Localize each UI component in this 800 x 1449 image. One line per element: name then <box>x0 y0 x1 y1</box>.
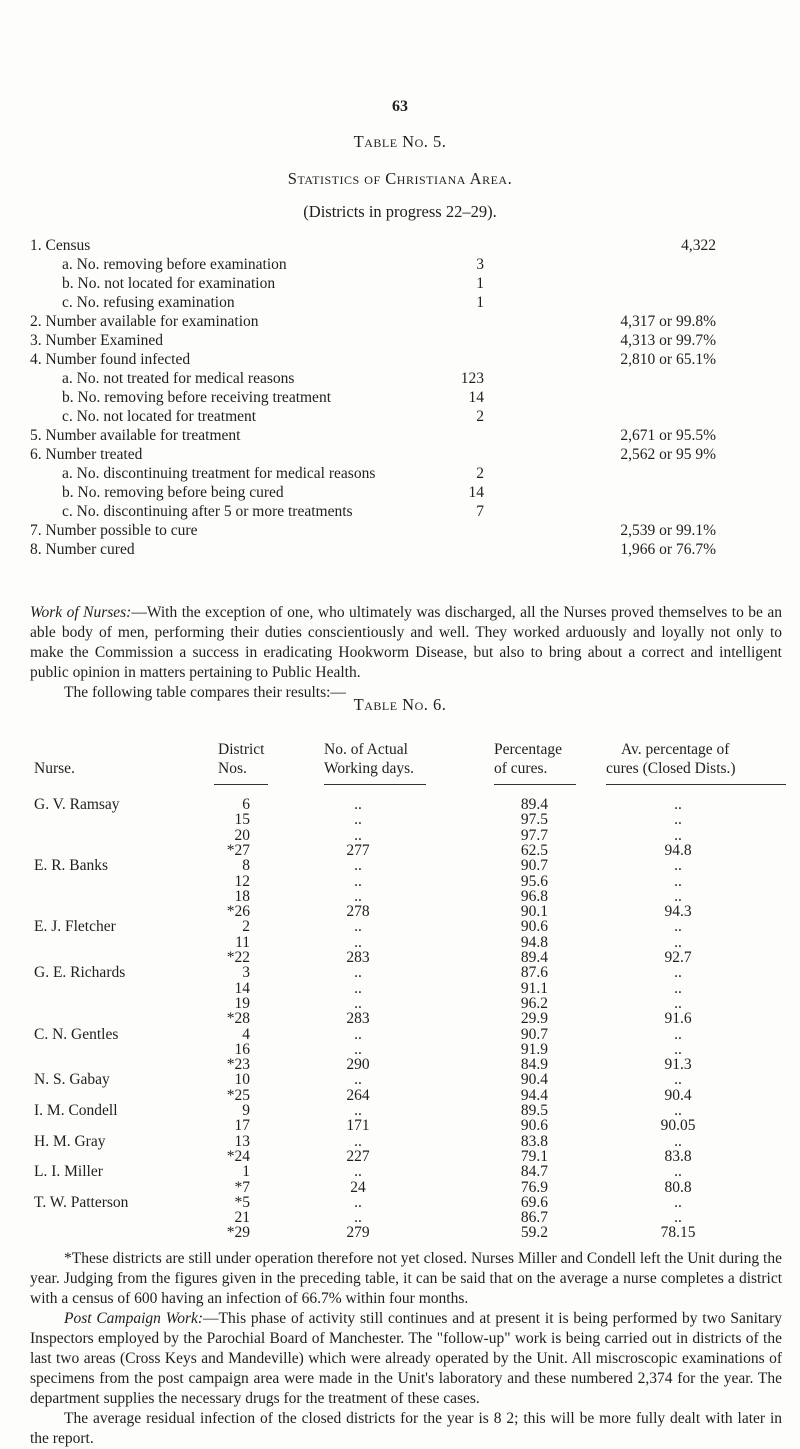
average-percentage: .. <box>674 964 682 982</box>
percentage-cures: 94.8 <box>520 933 548 951</box>
table5-row-subcount: 14 <box>468 389 484 406</box>
divider-average <box>606 784 786 785</box>
divider-district <box>214 784 268 785</box>
district-number: 6 <box>242 796 250 813</box>
working-days: .. <box>354 1132 362 1150</box>
working-days: .. <box>354 1025 362 1043</box>
average-percentage: .. <box>674 994 682 1012</box>
table5-row-subcount: 7 <box>476 503 484 520</box>
footnote-paragraph <box>30 1249 782 1449</box>
table5-row-total: 4,313 or 99.7% <box>620 332 716 349</box>
working-days: .. <box>354 1209 362 1227</box>
working-days: .. <box>354 1102 362 1119</box>
nurse-name: G. E. Richards <box>34 964 126 982</box>
average-percentage: .. <box>674 979 682 997</box>
district-number: 20 <box>234 826 250 844</box>
header-percentage-line2: of cures. <box>494 760 548 777</box>
table5-row-total: 4,317 or 99.8% <box>620 313 716 330</box>
district-number: *25 <box>226 1086 250 1104</box>
header-average-line1: Av. percentage of <box>621 741 730 758</box>
percentage-cures: 84.7 <box>520 1163 548 1181</box>
district-number: 9 <box>242 1102 250 1119</box>
percentage-cures: 89.4 <box>520 796 548 813</box>
percentage-cures: 62.5 <box>520 841 548 859</box>
average-percentage: .. <box>674 811 682 829</box>
table5-row-label: 6. Number treated <box>30 446 143 463</box>
district-number: *23 <box>226 1056 250 1074</box>
table5-row-label: b. No. removing before being cured <box>62 484 284 501</box>
work-of-nurses-paragraph <box>30 603 782 703</box>
table5-row-label: 1. Census <box>30 237 91 254</box>
table5-row-subcount: 2 <box>476 465 484 482</box>
table5-row-label: 8. Number cured <box>30 541 135 558</box>
district-number: 21 <box>234 1209 250 1227</box>
average-percentage: .. <box>674 796 682 813</box>
average-percentage: .. <box>674 918 682 936</box>
working-days: .. <box>354 857 362 875</box>
table5-row-label: 5. Number available for treatment <box>30 427 241 444</box>
average-percentage: 90.4 <box>664 1086 692 1104</box>
average-percentage: 91.6 <box>664 1010 692 1028</box>
average-percentage: .. <box>674 1102 682 1119</box>
working-days: .. <box>354 918 362 936</box>
district-number: *28 <box>226 1010 250 1028</box>
working-days: 264 <box>346 1086 370 1104</box>
average-percentage: .. <box>674 1163 682 1181</box>
header-working-line1: No. of Actual <box>324 741 408 758</box>
working-days: .. <box>354 933 362 951</box>
percentage-cures: 96.8 <box>520 887 548 905</box>
table5-row-label: a. No. removing before examination <box>62 256 287 273</box>
table5-row-total: 4,322 <box>681 237 716 254</box>
average-percentage: .. <box>674 1132 682 1150</box>
average-percentage: 92.7 <box>664 949 692 966</box>
nurse-name: E. J. Fletcher <box>34 918 116 936</box>
district-number: 1 <box>242 1163 250 1181</box>
percentage-cures: 86.7 <box>520 1209 548 1227</box>
header-district-line2: Nos. <box>218 760 247 777</box>
table5-row-label: b. No. not located for examination <box>62 275 276 292</box>
percentage-cures: 90.6 <box>520 1117 548 1135</box>
nurse-name: E. R. Banks <box>34 857 109 875</box>
average-percentage: .. <box>674 1025 682 1043</box>
working-days: .. <box>354 964 362 982</box>
average-percentage: .. <box>674 1193 682 1211</box>
footnote-p3: The average residual infection of the closed districts for the year is 8 2; this will be more fully dealt with later in the report. <box>30 1410 782 1447</box>
percentage-cures: 97.5 <box>520 811 548 829</box>
district-number: 14 <box>234 979 250 997</box>
district-number: 11 <box>235 933 250 951</box>
percentage-cures: 96.2 <box>520 994 548 1012</box>
divider-working <box>324 784 426 785</box>
header-average-line2: cures (Closed Dists.) <box>606 760 736 777</box>
percentage-cures: 29.9 <box>520 1010 548 1028</box>
average-percentage: .. <box>674 826 682 844</box>
district-number: 13 <box>234 1132 250 1150</box>
average-percentage: .. <box>674 1040 682 1058</box>
divider-percentage <box>494 784 576 785</box>
working-days: .. <box>354 796 362 813</box>
working-days: .. <box>354 1071 362 1089</box>
working-days: .. <box>354 887 362 905</box>
district-number: 3 <box>242 964 250 982</box>
district-number: *22 <box>226 949 250 966</box>
working-days: .. <box>354 1040 362 1058</box>
district-number: *7 <box>234 1178 250 1196</box>
average-percentage: 83.8 <box>664 1147 692 1165</box>
average-percentage: .. <box>674 1071 682 1089</box>
percentage-cures: 79.1 <box>520 1147 548 1165</box>
table5-districts: (Districts in progress 22–29). <box>303 202 497 221</box>
table5-row-subcount: 3 <box>476 256 484 273</box>
district-number: 19 <box>234 994 250 1012</box>
district-number: 8 <box>242 857 250 875</box>
working-days: 278 <box>346 903 370 921</box>
percentage-cures: 95.6 <box>520 872 548 890</box>
district-number: *26 <box>226 903 250 921</box>
district-number: 12 <box>234 872 250 890</box>
working-days: 279 <box>346 1224 370 1242</box>
nurse-name: C. N. Gentles <box>34 1025 119 1043</box>
percentage-cures: 83.8 <box>520 1132 548 1150</box>
table5-row-label: b. No. removing before receiving treatment <box>62 389 331 406</box>
nurse-name: H. M. Gray <box>34 1132 106 1150</box>
percentage-cures: 90.7 <box>520 857 548 875</box>
header-nurse: Nurse. <box>34 760 75 777</box>
working-days: 290 <box>346 1056 370 1074</box>
working-days: .. <box>354 1163 362 1181</box>
average-percentage: .. <box>674 933 682 951</box>
working-days: .. <box>354 979 362 997</box>
percentage-cures: 59.2 <box>520 1224 548 1242</box>
footnote-p1: *These districts are still under operation therefore not yet closed. Nurses Miller and Condell left the Unit during the year. Judging from the figures given in the preceding table, it can be said that on the average a nurse completes a district with a census of 600 having an infection of 66.7% within four months. <box>30 1250 782 1307</box>
working-days: 283 <box>346 1010 370 1028</box>
average-percentage: 91.3 <box>664 1056 692 1074</box>
table5-row-subcount: 123 <box>460 370 484 387</box>
table5-row-label: 2. Number available for examination <box>30 313 259 330</box>
nurse-name: I. M. Condell <box>34 1102 118 1119</box>
table5-row-label: c. No. not located for treatment <box>62 408 257 425</box>
table5-row-total: 2,539 or 99.1% <box>620 522 716 539</box>
percentage-cures: 94.4 <box>520 1086 548 1104</box>
district-number: 2 <box>242 918 250 936</box>
nurse-name: N. S. Gabay <box>34 1071 110 1089</box>
percentage-cures: 90.6 <box>520 918 548 936</box>
district-number: *29 <box>226 1224 250 1242</box>
table5-row-label: a. No. discontinuing treatment for medical reasons <box>62 465 376 482</box>
percentage-cures: 91.9 <box>520 1040 548 1058</box>
table5-row-total: 2,562 or 95 9% <box>620 446 716 463</box>
table5-subtitle: Statistics of Christiana Area. <box>287 169 513 188</box>
percentage-cures: 89.4 <box>520 949 548 966</box>
percentage-cures: 91.1 <box>520 979 548 997</box>
header-working-line2: Working days. <box>324 760 415 777</box>
average-percentage: .. <box>674 887 682 905</box>
percentage-cures: 76.9 <box>520 1178 548 1196</box>
table5-title: Table No. 5. <box>353 132 447 151</box>
percentage-cures: 89.5 <box>520 1102 548 1119</box>
average-percentage: 78.15 <box>660 1224 696 1242</box>
work-of-nurses-heading: Work of Nurses: <box>30 604 132 621</box>
district-number: *5 <box>234 1193 250 1211</box>
district-number: 18 <box>234 887 250 905</box>
percentage-cures: 97.7 <box>520 826 548 844</box>
table6-title: Table No. 6. <box>353 695 447 714</box>
table5-row-label: a. No. not treated for medical reasons <box>62 370 295 387</box>
nurse-name: T. W. Patterson <box>34 1193 129 1211</box>
table5-row-total: 2,810 or 65.1% <box>620 351 716 368</box>
percentage-cures: 69.6 <box>520 1193 548 1211</box>
table5-row-subcount: 2 <box>476 408 484 425</box>
nurse-name: G. V. Ramsay <box>34 796 120 813</box>
working-days: .. <box>354 994 362 1012</box>
working-days: .. <box>354 811 362 829</box>
district-number: 15 <box>234 811 250 829</box>
percentage-cures: 87.6 <box>520 964 548 982</box>
average-percentage: 94.3 <box>664 903 692 921</box>
following-text: The following table compares their results:— <box>64 684 346 701</box>
working-days: .. <box>354 872 362 890</box>
working-days: .. <box>354 1193 362 1211</box>
average-percentage: .. <box>674 1209 682 1227</box>
working-days: 171 <box>346 1117 370 1135</box>
average-percentage: 94.8 <box>664 841 692 859</box>
header-percentage-line1: Percentage <box>494 741 562 758</box>
post-campaign-heading: Post Campaign Work: <box>64 1310 204 1327</box>
working-days: 24 <box>350 1178 366 1196</box>
table5-row-subcount: 1 <box>476 294 484 311</box>
average-percentage: .. <box>674 857 682 875</box>
district-number: 10 <box>234 1071 250 1089</box>
page-number: 63 <box>392 98 408 115</box>
table5-row-subcount: 14 <box>468 484 484 501</box>
district-number: 4 <box>242 1025 250 1043</box>
working-days: 227 <box>346 1147 370 1165</box>
district-number: 17 <box>234 1117 250 1135</box>
percentage-cures: 90.7 <box>520 1025 548 1043</box>
working-days: .. <box>354 826 362 844</box>
percentage-cures: 90.1 <box>520 903 548 921</box>
working-days: 277 <box>346 841 370 859</box>
average-percentage: 80.8 <box>664 1178 692 1196</box>
average-percentage: .. <box>674 872 682 890</box>
nurse-name: L. I. Miller <box>34 1163 103 1181</box>
percentage-cures: 90.4 <box>520 1071 548 1089</box>
table5-row-label: 3. Number Examined <box>30 332 164 349</box>
table5-row-total: 1,966 or 76.7% <box>620 541 716 558</box>
table5-row-label: c. No. refusing examination <box>62 294 235 311</box>
footnote-p2: —This phase of activity still continues and at present it is being performed by two Sanitary Inspectors employed by the Parochial Board of Manchester. The "follow-up" work is being carried out in districts of the last two areas (Cross Keys and Mandeville) which were already operated by the Unit. All miscroscopic examinations of specimens from the post campaign area were made in the Unit's laboratory and these numbered 2,374 for the year. The department supplies the necessary drugs for the treatment of these cases. <box>30 1310 782 1407</box>
average-percentage: 90.05 <box>660 1117 696 1135</box>
district-number: *24 <box>226 1147 250 1165</box>
district-number: 16 <box>234 1040 250 1058</box>
header-district-line1: District <box>218 741 265 758</box>
table5-row-label: 7. Number possible to cure <box>30 522 198 539</box>
table5-row-label: c. No. discontinuing after 5 or more treatments <box>62 503 353 520</box>
working-days: 283 <box>346 949 370 966</box>
work-of-nurses-text: —With the exception of one, who ultimately was discharged, all the Nurses proved themselves to be an able body of men, performing their duties conscientiously and well. They worked arduously and loyally not only to make the Commission a success in eradicating Hookworm Disease, but also to bring about a correct and intelligent public opinion in matters pertaining to Public Health. <box>30 604 783 681</box>
district-number: *27 <box>226 841 250 859</box>
table5-row-label: 4. Number found infected <box>30 351 191 368</box>
percentage-cures: 84.9 <box>520 1056 548 1074</box>
table5-row-total: 2,671 or 95.5% <box>620 427 716 444</box>
table5-row-subcount: 1 <box>476 275 484 292</box>
